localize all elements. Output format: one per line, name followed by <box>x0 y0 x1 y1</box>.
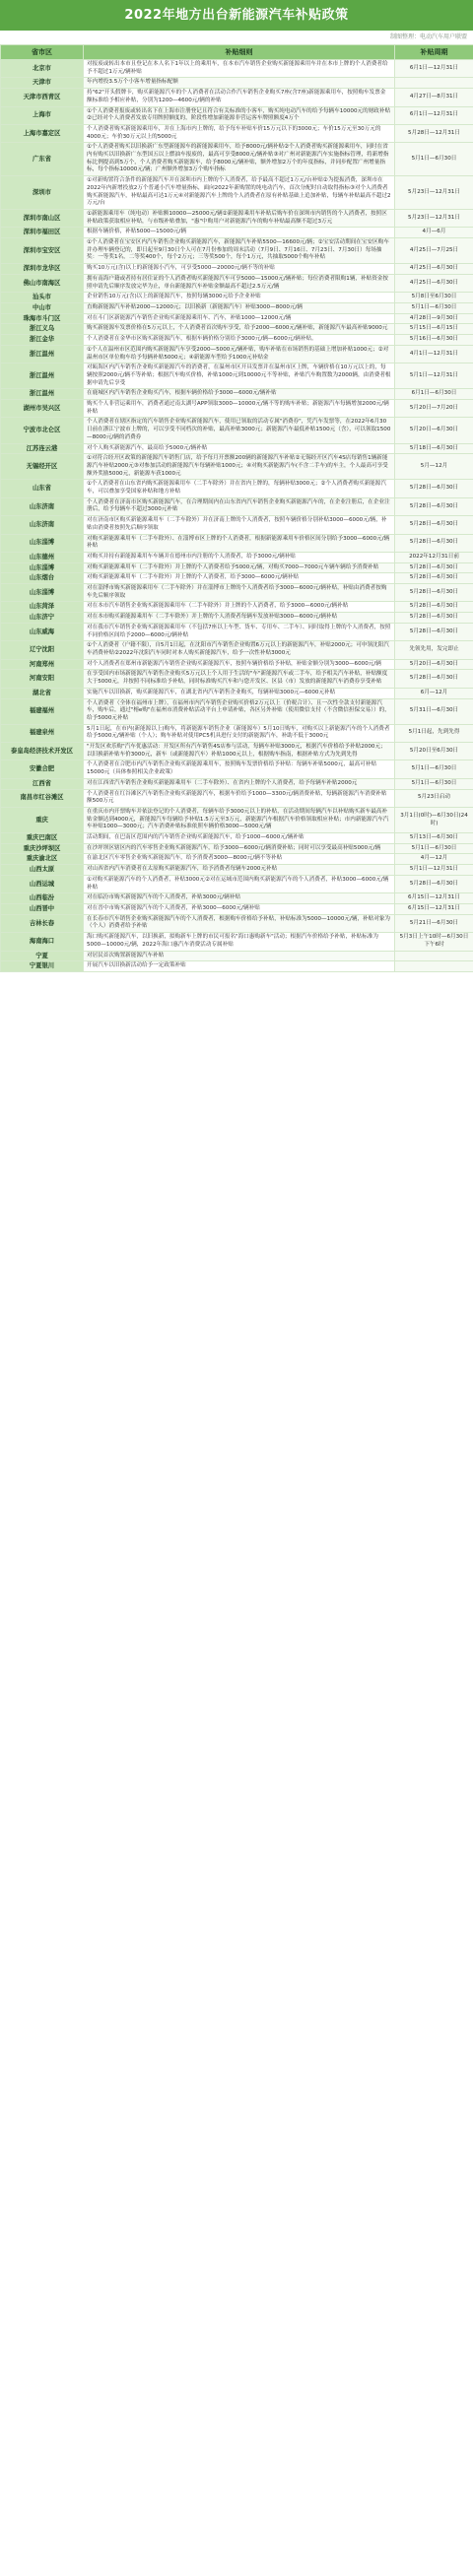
policy-cell: 对购买并持有新能源乘用车车辆并在德州市内注册的个人消费者，给予3000元/辆补贴 <box>84 552 395 562</box>
table-row <box>1 893 473 904</box>
policy-cell: 对在我市汽车销售企业购买新能源乘用车（不包括7座以上车型、货车、专用车、二手车）、同时取得上牌的个人消费者，按照不同价格区间给予2000—6000元/辆补贴 <box>84 623 395 640</box>
table-row <box>1 552 473 562</box>
table-row <box>1 833 473 844</box>
policy-cell: 对在江西省汽车销售企业购买新能源乘用车（二手车除外）、在省内上牌的个人消费者，给予每辆车补贴2000元 <box>84 778 395 789</box>
policy-cell: 对居民首次购置新能源汽车补贴 <box>84 951 395 961</box>
period-cell: 4月28日—9月30日 <box>395 313 473 324</box>
policy-cell: "开发区欢乐购"汽车优惠活动：开发区所有汽车销售4S店参与活动，每辆车补贴3000元，根据汽车价格给予补贴2000元；以旧换新补贴车价3000元，新车（或新能源汽车）补贴1000元以上，根据购车指南，根据补贴方式为先到先得 <box>84 743 395 760</box>
table-row <box>1 143 473 176</box>
table-row <box>1 209 473 227</box>
region-cell: 山东济南 <box>1 497 84 515</box>
policy-cell: 在长春市汽车销售企业购买新能源汽车的个人消费者，根据购车价格给予补贴，补贴标准为5000—10000元/辆，补贴对象为（个人）消费者给予补贴 <box>84 914 395 932</box>
region-cell: 辽宁沈阳 <box>1 641 84 659</box>
policy-cell: ①对购买新能源汽车的个人消费者，补贴3000元②对在运城市范围内购买新能源汽车的个人消费者，补贴3000—6000元/辆补贴 <box>84 875 395 892</box>
period-cell: 5月28日—6月30日 <box>395 602 473 613</box>
table-row <box>1 562 473 573</box>
region-cell: 深圳市 <box>1 176 84 210</box>
period-cell: 5月1日—12月31日 <box>395 363 473 389</box>
region-cell: 海南海口 <box>1 933 84 951</box>
period-cell: 5月1日—12月31日 <box>395 865 473 876</box>
table-row <box>1 778 473 789</box>
table-row <box>1 274 473 292</box>
period-cell: 5月1日—6月30日 <box>395 778 473 789</box>
period-cell: 5月28日—6月30日 <box>395 497 473 515</box>
policy-cell: 对在本市汽车销售企业购买新能源乘用车（二手车除外）并上牌的个人消费者，给予3000—6000元/辆补贴 <box>84 602 395 613</box>
table-row <box>1 480 473 497</box>
table-row <box>1 228 473 238</box>
period-cell: 5月1日—6月30日 <box>395 143 473 176</box>
period-cell: 4月25日—7月25日 <box>395 238 473 264</box>
region-cell: 浙江温州 <box>1 363 84 389</box>
policy-cell: 个人消费者在红谷滩区汽车销售企业购买新能源汽车，根据车价给予1000—3300元/辆消费补贴，每辆新能源汽车消费补贴额500万元 <box>84 789 395 807</box>
period-cell: 5月20日至6月30日 <box>395 743 473 760</box>
region-cell: 山东淄博 <box>1 534 84 552</box>
policy-cell: 在享受国内市场新能源汽车销售企业购买5万元以上个人用于生活的"车"新能源汽车或二手车，给予相关汽车补贴，补贴额度大于5000元，并按照不同标准给予补贴，同时标准购买汽车和与您开发区、区县（市）发放的新能源汽车消费券享受补贴 <box>84 670 395 688</box>
region-cell: 重庆 <box>1 807 84 832</box>
region-cell: 北京市 <box>1 60 84 78</box>
table-row <box>1 760 473 778</box>
table-row <box>1 584 473 602</box>
period-cell: 5月28日—6月30日 <box>395 562 473 573</box>
table-row <box>1 743 473 760</box>
region-cell: 深圳市南山区 <box>1 209 84 227</box>
policy-cell: 个人消费者在合肥市内汽车销售企业购买新能源乘用车，按照购车发票价格给予补贴：每辆车补贴5000元，最高可补贴15000元（具体参照相关企业政策） <box>84 760 395 778</box>
region-cell: 山东济南 <box>1 516 84 534</box>
period-cell: 4月25日—6月30日 <box>395 264 473 275</box>
credit-line: 制图整理：电动汽车用户联盟 <box>389 33 467 40</box>
column-header-period: 补贴周期 <box>395 45 473 60</box>
period-cell: 5月15日—6月15日 <box>395 324 473 335</box>
region-cell: 河南郑州 <box>1 659 84 670</box>
table-row <box>1 497 473 515</box>
region-cell: 浙江温州 <box>1 345 84 363</box>
policy-cell: ①个人消费者在宝安区内汽车销售企业购买新能源汽车，新能源汽车补贴5500—16600元/辆；②宝安活动期间在宝安区购车并办理车辆登记的，即日起至9月30日个人可在7月份参加的周末活动（7月9日、7月16日、7月23日、7月30日）每场抽奖：一等奖1名，二等奖400个，每个2万元；三等奖500个，每个1万元，共抽取5000个购车补贴 <box>84 238 395 264</box>
table-row <box>1 324 473 335</box>
table-row <box>1 688 473 698</box>
region-cell: 福建福州 <box>1 698 84 724</box>
region-cell: 重庆沙坪坝区 <box>1 843 84 854</box>
period-cell: 2022年12月31日前 <box>395 552 473 562</box>
period-cell: 5月23日—12月31日 <box>395 176 473 210</box>
region-cell: 山东省 <box>1 480 84 497</box>
period-cell: 5月28日—6月30日 <box>395 584 473 602</box>
policy-cell: 购买10万元(含)以上的新能源小汽车，可享受5000—20000元/辆不等的补贴 <box>84 264 395 275</box>
region-cell: 山西临汾 <box>1 893 84 904</box>
table-row <box>1 345 473 363</box>
table-row <box>1 903 473 914</box>
table-row <box>1 875 473 892</box>
table-row <box>1 641 473 659</box>
table-row <box>1 400 473 418</box>
table-row <box>1 516 473 534</box>
period-cell: 4月—12月 <box>395 854 473 865</box>
region-cell: 福建泉州 <box>1 724 84 742</box>
region-cell: 佛山市南海区 <box>1 274 84 292</box>
table-row <box>1 961 473 972</box>
region-cell: 泰皇岛经济技术开发区 <box>1 743 84 760</box>
period-cell: 5月28日—6月30日 <box>395 670 473 688</box>
region-cell: 湖州市吴兴区 <box>1 400 84 418</box>
table-row <box>1 933 473 951</box>
region-cell: 汕头市 <box>1 293 84 303</box>
table-row <box>1 418 473 443</box>
policy-cell: 购买个人非营运乘用车，消费者通过南太湖号APP领取3000—10000元/辆不等的购车补贴；新能源汽车每辆增加2000元/辆补贴 <box>84 400 395 418</box>
table-row <box>1 807 473 832</box>
policy-cell: 开展汽车以旧换新活动给予一定政策补贴 <box>84 961 395 972</box>
period-cell: 4月25日—6月30日 <box>395 274 473 292</box>
policy-cell: 持"62"开头假牌卡，购买新能源汽车的个人消费者在活动合作汽车销售企业购买7座(含7座)新能源乘用车，按照购车发票金额标准给予相应补贴，分别为1200—4600元/辆的补贴 <box>84 89 395 106</box>
table-body <box>1 60 473 972</box>
policy-cell: 对个人购买新能源汽车，最高给予5000元/辆补贴 <box>84 443 395 454</box>
period-cell: 5月18日—6月30日 <box>395 443 473 454</box>
region-cell: 上海市嘉定区 <box>1 124 84 142</box>
table-row <box>1 302 473 313</box>
table-row <box>1 389 473 400</box>
table-row <box>1 124 473 142</box>
region-cell: 河南安阳 <box>1 670 84 688</box>
region-cell: 山东济宁 <box>1 613 84 624</box>
table-row <box>1 313 473 324</box>
region-cell: 浙江金华 <box>1 335 84 346</box>
policy-cell: 根据车辆价格，补贴5000—15000元/辆 <box>84 228 395 238</box>
period-cell: 5月28日—12月31日 <box>395 124 473 142</box>
region-cell: 安徽合肥 <box>1 760 84 778</box>
period-cell: 5月1日—6月30日 <box>395 302 473 313</box>
policy-cell: 企业销售10万元(含)以上的新能源汽车，按照每辆3000元给予企业补贴 <box>84 293 395 303</box>
policy-cell: 在鹿城区内汽车销售企业购买汽车，根据车辆价格给予3000—6000元/辆补贴 <box>84 389 395 400</box>
column-header-region: 省市区 <box>1 45 84 60</box>
policy-cell: 在重庆市内开票购车并依法登记的个人消费者，每辆车给予3000元以上的补贴，在活动期间每辆汽车以补贴购买新车最高补贴金额达到4000元，新能源汽车每辆给予补贴1.5万元至3万元，新能源汽车根据汽车价格领取相应补贴；市内新能源汽车汽车补贴1000—3000元；汽车消费补贴标准依照车辆价格3000—5000元/辆 <box>84 807 395 832</box>
policy-cell: 对在临汾市购买新能源汽车的个人消费者，补贴3000元/辆补贴 <box>84 893 395 904</box>
table-row <box>1 843 473 854</box>
table-row <box>1 335 473 346</box>
table-row <box>1 670 473 688</box>
policy-cell: 对山西省内汽车消费者在太原购买新能源汽车，给予消费者每辆车2000元补贴 <box>84 865 395 876</box>
period-cell: 5月20日—6月30日 <box>395 659 473 670</box>
period-cell: 5月1日起，先到先得 <box>395 724 473 742</box>
policy-cell: 活动期间，在巴南区范围内的汽车销售企业购买新能源汽车，给予1000—6000元/辆补贴 <box>84 833 395 844</box>
table-row <box>1 89 473 106</box>
period-cell: 3月1日(0时)—6月30日(24时) <box>395 807 473 832</box>
policy-cell: 个人消费者在济南市区购买新能源汽车，在合理期间内在山东省内汽车销售企业购买新能源汽车的，在企业注册后，在企业注册后，给予每辆车不超过3000元补贴 <box>84 497 395 515</box>
table-row <box>1 238 473 264</box>
table-row <box>1 854 473 865</box>
policy-cell: 对瓯海区内汽车销售企业购买新能源汽车的消费者，在温州市区开具发票并在温州市区上牌，车辆价格在10万元以上的，每辆按照2000元/辆不等补贴；根据汽车购买价格，补贴1000元到10000元不等补贴，补贴汽车购置数为2000辆，由消费者根据申请先后享受 <box>84 363 395 389</box>
policy-cell: ①对新购置符合条件的新能源汽车并在深圳市内上牌的个人消费者，给予最高不超过1万元/台补贴②为提振消费，深圳市在2022年内新增投放2万个普通小汽车增量指标，面向2022年新购置的纯电动汽车，首次分配时自动取得指标③对个人消费者购买新能源汽车，补贴最高可达1万元④对新能源汽车上牌的个人消费者在原有补贴基础上追加补贴，每辆车补贴最高不超过2万元/台 <box>84 176 395 210</box>
period-cell: 4月1日—12月31日 <box>395 345 473 363</box>
policy-cell: 对报废或转出本市且登记在本人名下1年以上的乘用车，在本市汽车销售企业购买新能源乘用车并在本市上牌的个人消费者给予不超过1万元/辆补贴 <box>84 60 395 78</box>
region-cell: 山东威海 <box>1 623 84 640</box>
period-cell: 5月3日上午10时—6月30日下午6时 <box>395 933 473 951</box>
table-row <box>1 951 473 961</box>
policy-cell: ①个人消费者购买以旧换新广东型新能源车的新能源乘用车，给予8000元/辆补贴②个人消费者购买新能源乘用车，同时在省内有购买以旧换新广东型国五以上燃油车报废的，最高可享受8000元/辆补贴③对广州对新能源汽车实施指标管理，将新增指标比例提高到5万个，个人消费者购买新能源车，给予8000元/辆补贴，额外增加2万个的年度指标，并同步配置广州增量指标，每个指标10000元/辆；广州额外增加3万个购车指标 <box>84 143 395 176</box>
period-cell: 5月8日至6月30日 <box>395 293 473 303</box>
policy-cell: 对在济南市区购买新能源乘用车（二手车除外）并在济南上牌的个人消费者，按照车辆价格分别补贴3000—6000元/辆，补贴由消费者按照先后顺序领取 <box>84 516 395 534</box>
policy-cell: 对在晋中市购买新能源汽车的个人消费者，补贴3000—6000元/辆补贴 <box>84 903 395 914</box>
period-cell: 5月28日—6月30日 <box>395 613 473 624</box>
region-cell: 南昌市红谷滩区 <box>1 789 84 807</box>
table-row <box>1 78 473 89</box>
policy-cell: ①对符合经开区政策的新能源汽车销售门店，给予每月开票额200辆的新能源汽车补贴②无锡经开区汽车4S店每销售1辆新能源汽车补贴2000元③对参加活动的新能源汽车每辆补贴1000元；④对购买新能源汽车(不含二手车)的车主，个人最高可享受额外奖励5000元，新能源车获1000元 <box>84 454 395 480</box>
table-row <box>1 264 473 275</box>
period-cell: 4月—6月 <box>395 228 473 238</box>
policy-cell: 个人消费者（全体在福州市上牌），在福州市内汽车销售企业购买价格2万元以上（价税合计）、且一次性全款支付新能源汽车，购车后，通过"榕e购"在福州市消费补贴活动平台上申请补贴，各区另外补贴（使用微信支付（不含微信担保交易））的，给予5000元补贴 <box>84 698 395 724</box>
period-cell: 5月20日—6月30日 <box>395 418 473 443</box>
region-cell: 山东菏泽 <box>1 602 84 613</box>
policy-cell: 对在本市购买新能源乘用车（二手车除外）并上牌的个人消费者每辆车发放补贴3000—6000元/辆补贴 <box>84 613 395 624</box>
policy-cell: ①新能源乘用车（纯电动）补贴额10000—25000元/辆②新能源乘用车补贴后购车价在深圳市内销售的个人消费者，按照区补贴政策获取相应补贴，与市级补贴叠加，"惠"中购用户对新能源汽车的购车补贴最高额不超过3万元 <box>84 209 395 227</box>
period-cell: 5月28日—6月30日 <box>395 875 473 892</box>
period-cell: 5月—12月 <box>395 454 473 480</box>
region-cell: 湖北省 <box>1 688 84 698</box>
policy-cell: ①个人在温州市区范围内购买新能源汽车享受2000—5000元/辆补贴，购车补贴在市场销售的基础上增加补贴1000元；②对温州市区单位购车给予每辆补贴5000元；④新能源车型给予1000元补贴金 <box>84 345 395 363</box>
region-cell: 天津市西青区 <box>1 89 84 106</box>
policy-cell: 对个人消费者在郑州市新能源汽车销售企业购买新能源汽车，按照车辆价格给予补贴，补贴金额分别为3000—6000元/辆 <box>84 659 395 670</box>
period-cell <box>395 961 473 972</box>
header-row <box>1 45 473 60</box>
region-cell: 宁夏银川 <box>1 961 84 972</box>
policy-cell: ①个人消费者报废或转出名下在上海市注册登记且符合有关标准的小客车，购买纯电动汽车的给予每辆车10000元的财政补贴②已经对个人消费者发放专用牌照额度的，阶段性增加新能源非营运客车牌照额度4万个 <box>84 106 395 124</box>
region-cell: 山东烟台 <box>1 573 84 584</box>
region-cell: 江西省 <box>1 778 84 789</box>
region-cell: 山西运城 <box>1 875 84 892</box>
table-row <box>1 363 473 389</box>
table-row <box>1 443 473 454</box>
region-cell: 浙江温州 <box>1 389 84 400</box>
region-cell: 深圳市龙华区 <box>1 264 84 275</box>
period-cell: 5月23日启动 <box>395 789 473 807</box>
policy-cell: 个人消费者在金华市区购买新能源汽车，根据车辆价格分别给予3000元/辆—6000元/辆补贴。 <box>84 335 395 346</box>
policy-cell: 在渝北区汽车零售企业购买新能源汽车，给予消费者3000—8000元/辆不等补贴 <box>84 854 395 865</box>
region-cell: 无锡经开区 <box>1 454 84 480</box>
policy-cell: 对在淄博市购买新能源乘用车（二手车除外）并在淄博市上牌的个人消费者给予3000—6000元/辆补贴，补贴由消费者按购车先后顺序领取 <box>84 584 395 602</box>
policy-cell: 拥有南海户籍或者持有居住证的个人消费者购买新能源汽车可享5000—15000元/辆补贴；每位消费者限购1辆，补贴资金按照申请先后顺序发放完毕为止，单台新能源汽车补贴金额最高不超过2.5万元/辆 <box>84 274 395 292</box>
region-cell: 深圳市宝安区 <box>1 238 84 264</box>
policy-cell: 对在斗门区新能源汽车销售企业购买新能源乘用车、汽车，补贴1000—12000元/辆 <box>84 313 395 324</box>
policy-table <box>0 44 473 972</box>
table-row <box>1 602 473 613</box>
period-cell: 5月28日—6月30日 <box>395 516 473 534</box>
table-row <box>1 613 473 624</box>
table-row <box>1 623 473 640</box>
table-row <box>1 534 473 552</box>
period-cell: 5月28日—6月30日 <box>395 534 473 552</box>
policy-cell: 对购买新能源乘用车（二手车除外）、在淄博市区上牌的个人消费者，根据新能源乘用车价格区间分别给予3000—6000元/辆补贴 <box>84 534 395 552</box>
table-header <box>1 45 473 60</box>
period-cell: 6月—12月 <box>395 688 473 698</box>
region-cell: 广东省 <box>1 143 84 176</box>
region-cell: 吉林长春 <box>1 914 84 932</box>
policy-cell: 5月1日起，在市内(新能源以上)购车，将新能源车销售企业（新能源车）5月10日购车，对购买以上新能源汽车的个人消费者给予5000元/辆补贴（个人）；购车补贴对使用PC5机具进行支付的新能源汽车，补助不低于3000元 <box>84 724 395 742</box>
region-cell: 宁波市北仑区 <box>1 418 84 443</box>
period-cell: 6月1日—12月31日 <box>395 106 473 124</box>
table-row <box>1 789 473 807</box>
period-cell: 5月1日—6月30日 <box>395 760 473 778</box>
period-cell <box>395 78 473 89</box>
policy-cell: 海口购买新能源汽车，以旧换新，拟购新车上牌的市民可报名"海口惠购新车"活动；根据汽车价格给予补贴，补贴标准为5000—10000元/辆，2022年海口惠汽车消费活动专属补贴 <box>84 933 395 951</box>
region-cell: 山东德州 <box>1 552 84 562</box>
table-row <box>1 914 473 932</box>
period-cell: 5月28日—6月30日 <box>395 480 473 497</box>
column-header-policy: 补贴细则 <box>84 45 395 60</box>
table-row <box>1 659 473 670</box>
page-title: 2022年地方出台新能源汽车补贴政策 <box>0 0 473 31</box>
policy-cell: ①个人消费者在山东省内购买新能源乘用车（二手车除外）并在省内上牌的，每辆补贴3000元；②个人消费者购买新能源汽车，可以叠加享受国家补贴和地方补贴 <box>84 480 395 497</box>
period-cell: 5月13日—6月30日 <box>395 833 473 844</box>
region-cell: 重庆渝北区 <box>1 854 84 865</box>
period-cell: 5月31日—6月30日 <box>395 698 473 724</box>
policy-cell: 直购新能源汽车补贴2000—12000元；以旧换新（新能源汽车）补贴3000—8000元/辆 <box>84 302 395 313</box>
period-cell: 5月20日—7月20日 <box>395 400 473 418</box>
policy-cell: 对购买新能源乘用车（二手车除外）并上牌的个人消费者给予5000元/辆，对购买7000—7000元车辆车辆给予消费补贴 <box>84 562 395 573</box>
region-cell: 山西晋中 <box>1 903 84 914</box>
region-cell: 山东淄博 <box>1 584 84 602</box>
policy-cell: 个人消费者购买新能源乘用车，并在上海市内上牌的，给予每车补贴车价15万元以下的3000元；车价15万元至30万元的4000元；车价30万元以上的5000元 <box>84 124 395 142</box>
period-cell: 6月15日—12月31日 <box>395 893 473 904</box>
policy-cell: 购买新能源车发票价格在5万元以上，个人消费者首次购车享受，给予2000—6000元/辆补贴，新能源汽车最高补贴9000元 <box>84 324 395 335</box>
region-cell: 重庆巴南区 <box>1 833 84 844</box>
period-cell: 5月23日—12月31日 <box>395 209 473 227</box>
table-row <box>1 865 473 876</box>
policy-cell: ①个人消费者（户籍不限），自5月1日起，在沈阳市汽车销售企业购置6万元以上的新能源汽车，补贴2000元；可申领沈阳汽车消费补贴②2022年沈阳汽车同时对本人购买新能源汽车，给予一次性补贴3000元 <box>84 641 395 659</box>
period-cell <box>395 951 473 961</box>
region-cell: 江苏连云港 <box>1 443 84 454</box>
period-cell: 5月28日—6月30日 <box>395 623 473 640</box>
table-row <box>1 454 473 480</box>
period-cell: 5月28日—6月30日 <box>395 573 473 584</box>
region-cell: 珠海市斗门区 <box>1 313 84 324</box>
table-row <box>1 724 473 742</box>
policy-cell: 在沙坪坝区辖区内的汽车零售企业购买新能源汽车，给予3000—6000元/辆消费补贴；同时可以享受最高补贴5000元/辆 <box>84 843 395 854</box>
table-row <box>1 698 473 724</box>
policy-cell: 个人消费者在辖区指定的汽车销售企业购买新能源汽车，使用已领取的活动专属"消费券"，凭汽车发票等，在2022年6月30日前在浙江宁波市上牌的，可以享受不同档次的补贴，最高补贴3000元；新能源汽车最低补贴1500元（含），可以领取1500—8000元/辆的消费券 <box>84 418 395 443</box>
region-cell: 山东淄博 <box>1 562 84 573</box>
period-cell: 6月15日—12月31日 <box>395 903 473 914</box>
table-row <box>1 106 473 124</box>
table-row <box>1 293 473 303</box>
region-cell: 上海市 <box>1 106 84 124</box>
region-cell: 山西太原 <box>1 865 84 876</box>
period-cell: 5月21日—6月30日 <box>395 914 473 932</box>
table-row <box>1 60 473 78</box>
period-cell: 6月1日—12月31日 <box>395 60 473 78</box>
policy-cell: 实施汽车以旧换新，购买新能源汽车，在湖北省内汽车销售企业购买，每辆补贴3000元—6000元补贴 <box>84 688 395 698</box>
period-cell: 5月1日—6月30日 <box>395 843 473 854</box>
region-cell: 深圳市福田区 <box>1 228 84 238</box>
region-cell: 中山市 <box>1 302 84 313</box>
table-row <box>1 573 473 584</box>
period-cell: 6月1日—6月30日 <box>395 389 473 400</box>
period-cell: 5月16日—6月30日 <box>395 335 473 346</box>
policy-cell: 年内增投3.5万个小客车增量指标配额 <box>84 78 395 89</box>
table-row <box>1 176 473 210</box>
region-cell: 天津市 <box>1 78 84 89</box>
period-cell: 先领先用，发完即止 <box>395 641 473 659</box>
period-cell: 4月27日—8月31日 <box>395 89 473 106</box>
region-cell: 宁夏 <box>1 951 84 961</box>
policy-cell: 对购买新能源乘用车（二手车除外）并上牌的个人消费者，给予3000—6000元/辆补贴 <box>84 573 395 584</box>
region-cell: 浙江义乌 <box>1 324 84 335</box>
